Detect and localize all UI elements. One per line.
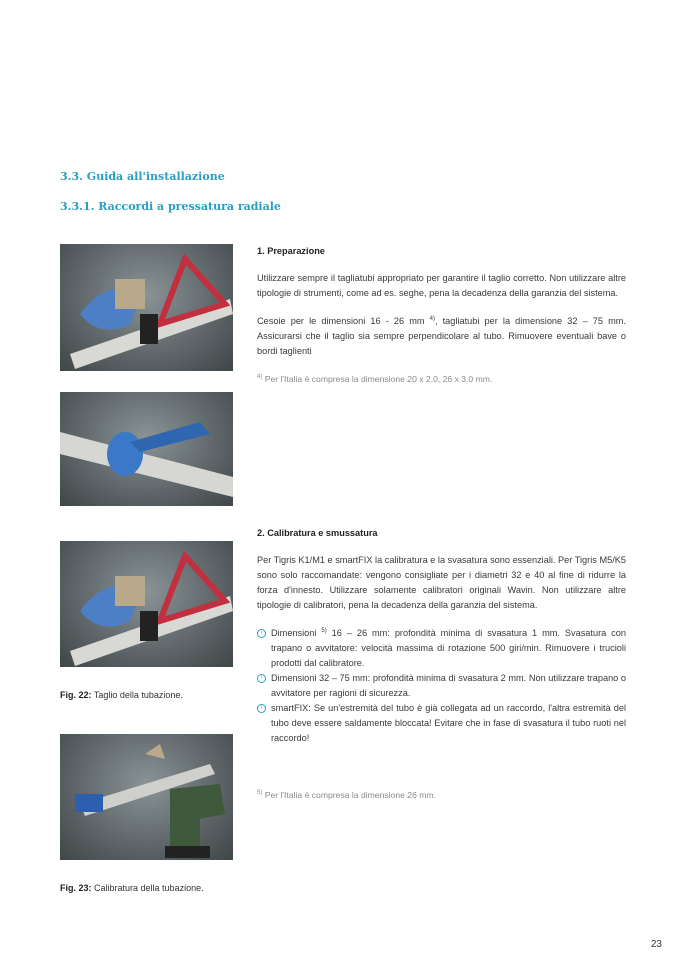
caption-label: Fig. 23: bbox=[60, 883, 92, 893]
photo-calibration-drill bbox=[60, 734, 233, 860]
page-number: 23 bbox=[650, 939, 662, 950]
photo-pipe-shears-2 bbox=[60, 541, 233, 667]
bullet-item bbox=[257, 626, 626, 671]
footnote-ref: 4) bbox=[429, 315, 435, 322]
info-icon: i bbox=[257, 629, 266, 638]
info-icon: i bbox=[257, 674, 266, 683]
caption-text: Taglio della tubazione. bbox=[91, 690, 183, 700]
text: Cesoie per le dimensioni 16 - 26 mm bbox=[257, 316, 430, 326]
step-1-section bbox=[257, 244, 626, 387]
step-2-section bbox=[257, 526, 626, 803]
bullet-item bbox=[257, 701, 626, 746]
step-2-bullets bbox=[257, 626, 626, 746]
step-1-paragraph-2 bbox=[257, 314, 626, 359]
photo-pipe-shears bbox=[60, 244, 233, 371]
text: Dimensioni 32 – 75 mm: profondità minima di svasatura 2 mm. Non utilizzare trapano o avvitatore per ragioni di sicurezza. bbox=[271, 673, 626, 698]
text: Dimensioni bbox=[271, 628, 322, 638]
step-2-title: 2. Calibratura e smussatura bbox=[257, 528, 378, 538]
text: smartFIX: Se un'estremità del tubo è già collegata ad un raccordo, l'altra estremità del tubo deve essere saldamente bloccata! Evitare che in fase di svasatura il tubo ruoti nel raccordo! bbox=[271, 703, 626, 743]
footnote-text: Per l'Italia è compresa la dimensione 26 mm. bbox=[262, 790, 436, 800]
text: , tagliatubi per la dimensione 32 – 75 mm. Assicurarsi che il taglio sia sempre perpendicolare al tubo. Rimuovere eventuali bave o bordi taglienti bbox=[257, 316, 626, 356]
bullet-item bbox=[257, 671, 626, 701]
caption-label: Fig. 22: bbox=[60, 690, 92, 700]
footnote-ref: 5) bbox=[321, 627, 327, 634]
section-heading: 3.3. Guida all'installazione bbox=[60, 170, 225, 183]
step-2-paragraph: Per Tigris K1/M1 e smartFIX la calibratura e la svasatura sono essenziali. Per Tigris M5/K5 sono solo raccomandate: vengono consigliate per i diametri 32 e 40 al fine di ridurre la forza d'innesto. Utilizzare solamente calibratori originali Wavin. Non utilizzare altre tipologie di calibratori, pena la decadenza della garanzia del sistema. bbox=[257, 555, 626, 610]
footnote-text: Per l'Italia è compresa la dimensione 20 x 2.0, 26 x 3.0 mm. bbox=[262, 374, 493, 384]
step-1-title: 1. Preparazione bbox=[257, 246, 325, 256]
photo-pipe-cutter bbox=[60, 392, 233, 506]
footnote-mark: 5) bbox=[257, 790, 263, 797]
figure-caption-22 bbox=[60, 690, 183, 700]
caption-text: Calibratura della tubazione. bbox=[91, 883, 204, 893]
footnote-mark: 4) bbox=[257, 374, 263, 381]
footnote-4 bbox=[257, 372, 626, 387]
subsection-heading: 3.3.1. Raccordi a pressatura radiale bbox=[60, 200, 281, 213]
figure-caption-23 bbox=[60, 883, 204, 893]
footnote-5 bbox=[257, 788, 626, 803]
text: 16 – 26 mm: profondità minima di svasatura 1 mm. Svasatura con trapano o avvitatore: velocità massima di rotazione 500 giri/min. Rimuovere i trucioli prodotti dal calibratore. bbox=[271, 628, 626, 668]
step-1-paragraph-1: Utilizzare sempre il tagliatubi appropriato per garantire il taglio corretto. Non utilizzare altre tipologie di strumenti, come ad es. seghe, pena la decadenza della garanzia del sistema. bbox=[257, 273, 626, 298]
info-icon: i bbox=[257, 704, 266, 713]
